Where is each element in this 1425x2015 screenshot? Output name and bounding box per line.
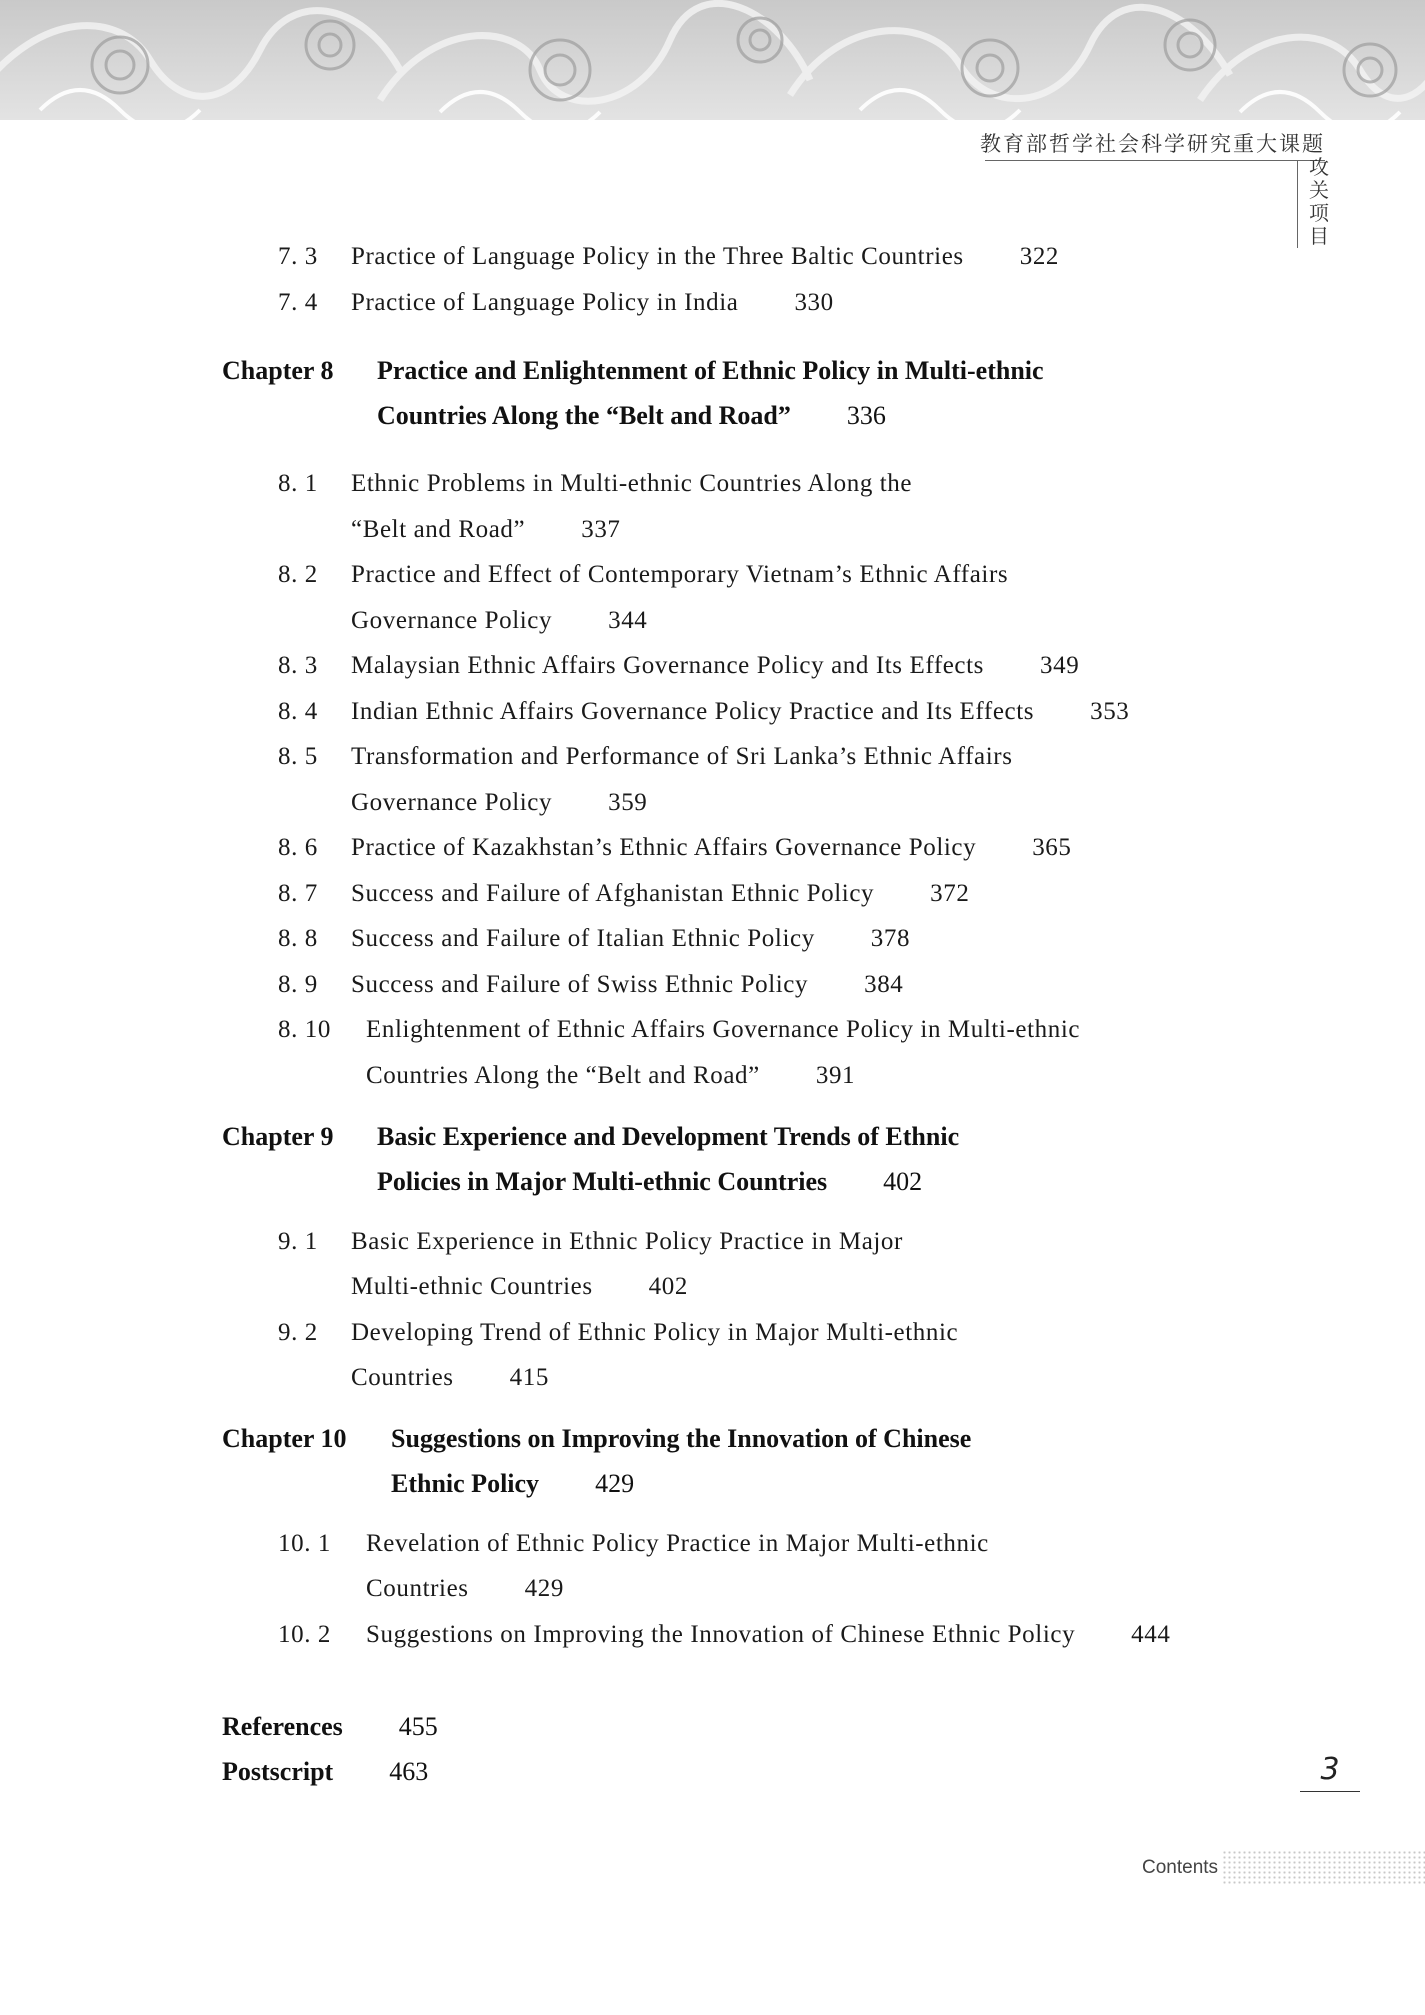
section-title: Governance Policy xyxy=(351,789,553,816)
section-number: 10. 2 xyxy=(278,1621,331,1648)
toc-entry-7-4[interactable] xyxy=(278,289,834,317)
chapter-10-heading-cont[interactable] xyxy=(391,1469,634,1499)
page-number-rule xyxy=(1300,1791,1360,1792)
page-ref: 384 xyxy=(864,971,904,998)
toc-entry-8-1[interactable] xyxy=(278,470,912,498)
chapter-title: Suggestions on Improving the Innovation of Chinese xyxy=(391,1424,972,1453)
section-number: 7. 3 xyxy=(278,243,318,270)
section-number: 8. 1 xyxy=(278,470,318,497)
page-number: 3 xyxy=(1320,1752,1340,1787)
section-title: Practice of Language Policy in the Three Baltic Countries xyxy=(351,243,964,270)
chapter-10-heading[interactable] xyxy=(222,1424,971,1454)
toc-entry-8-3[interactable] xyxy=(278,652,1079,680)
toc-entry-8-5[interactable] xyxy=(278,743,1013,771)
toc-entry-10-1[interactable] xyxy=(278,1530,989,1558)
section-title: Countries xyxy=(366,1575,469,1602)
page-ref: 415 xyxy=(509,1364,549,1391)
references-entry[interactable] xyxy=(222,1712,438,1742)
page-ref: 365 xyxy=(1032,834,1072,861)
toc-entry-9-1-cont[interactable] xyxy=(351,1273,688,1301)
section-title: Transformation and Performance of Sri Lanka’s Ethnic Affairs xyxy=(351,743,1013,770)
header-divider xyxy=(985,160,1325,161)
series-vertical-label xyxy=(1305,156,1333,248)
page-ref: 330 xyxy=(794,289,834,316)
page-ref: 463 xyxy=(389,1757,429,1786)
section-title: Indian Ethnic Affairs Governance Policy Practice and Its Effects xyxy=(351,698,1035,725)
section-label: Contents xyxy=(1142,1857,1219,1878)
section-number: 8. 2 xyxy=(278,561,318,588)
section-title: Success and Failure of Swiss Ethnic Policy xyxy=(351,971,809,998)
toc-entry-9-1[interactable] xyxy=(278,1228,903,1256)
section-number: 8. 6 xyxy=(278,834,318,861)
chapter-label: Chapter 10 xyxy=(222,1424,347,1453)
section-title: Enlightenment of Ethnic Affairs Governance Policy in Multi-ethnic xyxy=(366,1016,1081,1043)
chapter-9-heading[interactable] xyxy=(222,1122,959,1152)
section-number: 9. 1 xyxy=(278,1228,318,1255)
chapter-8-heading-cont[interactable] xyxy=(377,401,886,431)
section-number: 8. 7 xyxy=(278,880,318,907)
series-title: 教育部哲学社会科学研究重大课题 xyxy=(980,132,1325,156)
section-title: Success and Failure of Italian Ethnic Policy xyxy=(351,925,815,952)
vertical-char: 攻 xyxy=(1309,155,1329,179)
toc-entry-8-2[interactable] xyxy=(278,561,1008,589)
page-ref: 455 xyxy=(398,1712,438,1741)
chapter-title: Policies in Major Multi-ethnic Countries xyxy=(377,1167,828,1196)
section-title: “Belt and Road” xyxy=(351,516,526,543)
section-number: 8. 8 xyxy=(278,925,318,952)
chapter-title: Practice and Enlightenment of Ethnic Policy in Multi-ethnic xyxy=(377,356,1044,385)
section-number: 7. 4 xyxy=(278,289,318,316)
section-title: Multi-ethnic Countries xyxy=(351,1273,593,1300)
page-ref: 322 xyxy=(1019,243,1060,270)
page-ref: 337 xyxy=(581,516,621,543)
section-title: Ethnic Problems in Multi-ethnic Countries Along the xyxy=(351,470,913,497)
dot-pattern-decoration xyxy=(1222,1850,1425,1884)
section-number: 9. 2 xyxy=(278,1319,318,1346)
page-ref: 336 xyxy=(846,401,886,430)
section-title: Developing Trend of Ethnic Policy in Major Multi-ethnic xyxy=(351,1319,959,1346)
page-ref: 359 xyxy=(608,789,648,816)
chapter-label: Chapter 9 xyxy=(222,1122,334,1151)
toc-entry-8-2-cont[interactable] xyxy=(351,607,647,635)
toc-entry-7-3[interactable] xyxy=(278,243,1059,271)
section-number: 8. 4 xyxy=(278,698,318,725)
section-title: Success and Failure of Afghanistan Ethnic Policy xyxy=(351,880,875,907)
page-ref: 372 xyxy=(930,880,970,907)
toc-entry-10-2[interactable] xyxy=(278,1621,1170,1649)
toc-entry-8-6[interactable] xyxy=(278,834,1072,862)
page-ref: 402 xyxy=(648,1273,688,1300)
section-title: Countries Along the “Belt and Road” xyxy=(366,1062,760,1089)
chapter-title: Ethnic Policy xyxy=(391,1469,540,1498)
toc-entry-8-7[interactable] xyxy=(278,880,969,908)
toc-entry-8-1-cont[interactable] xyxy=(351,516,621,544)
section-title: Basic Experience in Ethnic Policy Practice in Major xyxy=(351,1228,903,1255)
toc-entry-8-8[interactable] xyxy=(278,925,910,953)
toc-entry-8-10-cont[interactable] xyxy=(366,1062,855,1090)
toc-entry-8-9[interactable] xyxy=(278,971,903,999)
section-number: 8. 9 xyxy=(278,971,318,998)
section-number: 8. 5 xyxy=(278,743,318,770)
page-ref: 429 xyxy=(524,1575,564,1602)
toc-entry-8-5-cont[interactable] xyxy=(351,789,647,817)
toc-entry-10-1-cont[interactable] xyxy=(366,1575,564,1603)
postscript-entry[interactable] xyxy=(222,1757,428,1787)
page-ref: 349 xyxy=(1040,652,1080,679)
chapter-9-heading-cont[interactable] xyxy=(377,1167,922,1197)
toc-entry-9-2[interactable] xyxy=(278,1319,958,1347)
chapter-8-heading[interactable] xyxy=(222,356,1044,386)
postscript-label: Postscript xyxy=(222,1757,334,1786)
page-ref: 378 xyxy=(870,925,911,952)
section-title: Malaysian Ethnic Affairs Governance Policy and Its Effects xyxy=(351,652,985,679)
section-number: 10. 1 xyxy=(278,1530,331,1557)
section-title: Governance Policy xyxy=(351,607,553,634)
chapter-label: Chapter 8 xyxy=(222,356,334,385)
chapter-title: Countries Along the “Belt and Road” xyxy=(377,401,791,430)
cloud-pattern-icon xyxy=(0,0,1425,120)
vertical-char: 项 xyxy=(1309,201,1329,225)
references-label: References xyxy=(222,1712,343,1741)
toc-entry-9-2-cont[interactable] xyxy=(351,1364,549,1392)
page-ref: 353 xyxy=(1090,698,1130,725)
page-ref: 391 xyxy=(815,1062,856,1089)
header-vertical-divider xyxy=(1297,160,1298,248)
chapter-title: Basic Experience and Development Trends of Ethnic xyxy=(377,1122,960,1151)
section-title: Revelation of Ethnic Policy Practice in Major Multi-ethnic xyxy=(366,1530,989,1557)
toc-entry-8-10[interactable] xyxy=(278,1016,1080,1044)
cloud-pattern-banner xyxy=(0,0,1425,120)
section-title: Practice of Kazakhstan’s Ethnic Affairs Governance Policy xyxy=(351,834,977,861)
section-title: Suggestions on Improving the Innovation of Chinese Ethnic Policy xyxy=(366,1621,1076,1648)
section-number: 8. 10 xyxy=(278,1016,331,1043)
vertical-char: 关 xyxy=(1309,178,1329,202)
page-ref: 429 xyxy=(595,1469,635,1498)
page-ref: 402 xyxy=(883,1167,923,1196)
section-number: 8. 3 xyxy=(278,652,318,679)
section-title: Practice of Language Policy in India xyxy=(351,289,739,316)
vertical-char: 目 xyxy=(1309,224,1329,248)
page-ref: 444 xyxy=(1131,1621,1171,1648)
section-title: Practice and Effect of Contemporary Vietnam’s Ethnic Affairs xyxy=(351,561,1009,588)
toc-entry-8-4[interactable] xyxy=(278,698,1129,726)
page-number-block xyxy=(1300,1752,1360,1792)
page-ref: 344 xyxy=(608,607,648,634)
section-title: Countries xyxy=(351,1364,454,1391)
